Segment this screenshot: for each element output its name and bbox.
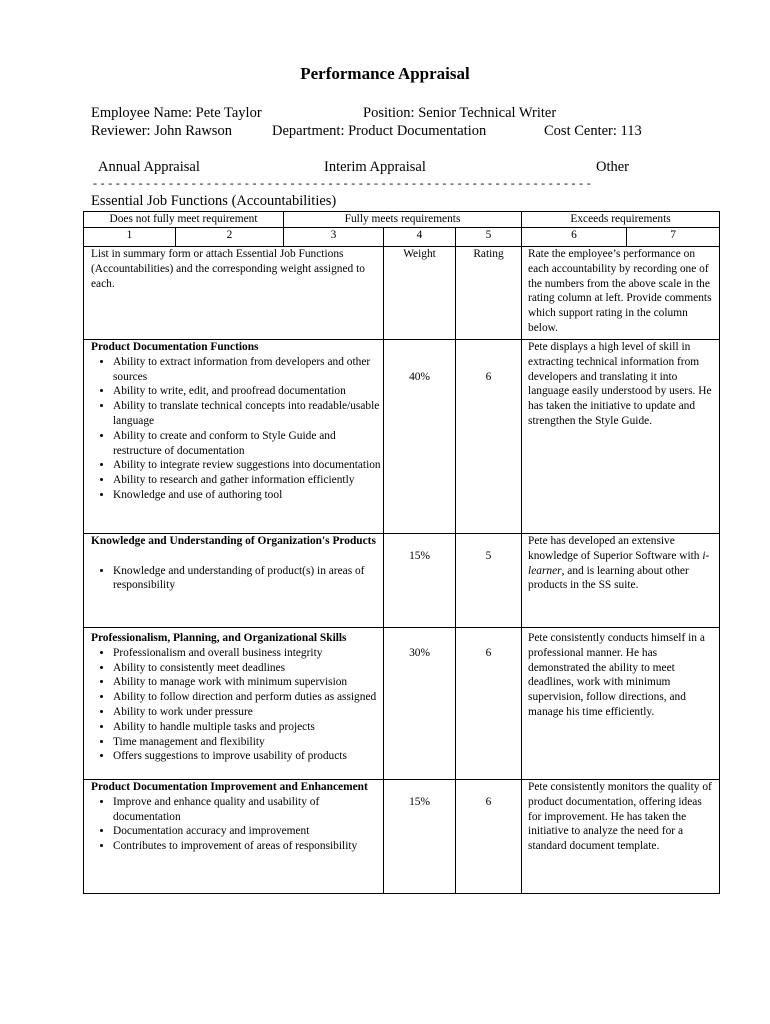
function-description bbox=[84, 780, 384, 894]
criteria-item: • Ability to work under pressure bbox=[113, 705, 383, 720]
function-rating: 6 bbox=[456, 780, 522, 894]
scale-number-1: 1 bbox=[84, 228, 176, 247]
dashed-divider: - - - - - - - - - - - - - - - - - - - - - - - - - - - - - - - - - - - - - - - - - - - - - - - - - - - - - - - - - - - - - - - - - - bbox=[93, 176, 592, 190]
scale-number-row bbox=[84, 228, 720, 247]
department: Department: Product Documentation bbox=[272, 123, 487, 139]
function-weight: 40% bbox=[384, 340, 456, 534]
band-meets: Fully meets requirements bbox=[284, 212, 522, 228]
function-criteria-list bbox=[91, 355, 383, 503]
instructions-row bbox=[84, 247, 720, 340]
rating-instructions: Rate the employee’s performance on each accountability by recording one of the numbers from the above scale in the rating column at left. Provide comments which support rating in the column below. bbox=[522, 247, 720, 340]
function-weight: 15% bbox=[384, 780, 456, 894]
scale-number-5: 5 bbox=[456, 228, 522, 247]
interim-appraisal-option[interactable]: Interim Appraisal bbox=[324, 159, 426, 175]
function-comment: Pete has developed an extensive knowledge of Superior Software with i-learner, and is learning about other products in the SS suite. bbox=[522, 534, 720, 628]
function-title: Professionalism, Planning, and Organizational Skills bbox=[91, 632, 347, 644]
criteria-item: • Ability to research and gather information efficiently bbox=[113, 473, 383, 488]
function-comment: Pete consistently conducts himself in a professional manner. He has demonstrated the ability to meet deadlines, work with minimum supervision, follow directions, and manage his time efficiently. bbox=[522, 628, 720, 780]
criteria-item: • Ability to follow direction and perform duties as assigned bbox=[113, 690, 383, 705]
function-comment: Pete consistently monitors the quality of product documentation, offering ideas for improvement. He has taken the initiative to analyze the need for a standard document template. bbox=[522, 780, 720, 894]
criteria-item: • Improve and enhance quality and usability of documentation bbox=[113, 795, 383, 825]
function-description bbox=[84, 340, 384, 534]
function-description bbox=[84, 534, 384, 628]
page-title: Performance Appraisal bbox=[300, 64, 470, 83]
function-row bbox=[84, 534, 720, 628]
cost-center: Cost Center: 113 bbox=[544, 123, 642, 139]
function-criteria-list bbox=[91, 646, 383, 764]
criteria-item: • Contributes to improvement of areas of responsibility bbox=[113, 839, 383, 854]
function-row bbox=[84, 780, 720, 894]
criteria-item: • Ability to translate technical concepts into readable/usable language bbox=[113, 399, 383, 429]
other-appraisal-option[interactable]: Other bbox=[596, 159, 630, 175]
function-row bbox=[84, 340, 720, 534]
function-comment: Pete displays a high level of skill in extracting technical information from developers and translating it into language easily understood by users. He has taken the initiative to update and strengthen the Style Guide. bbox=[522, 340, 720, 534]
scale-number-3: 3 bbox=[284, 228, 384, 247]
criteria-item: • Professionalism and overall business integrity bbox=[113, 646, 383, 661]
section-title: Essential Job Functions (Accountabilities) bbox=[91, 193, 337, 209]
function-rating: 6 bbox=[456, 340, 522, 534]
weight-header: Weight bbox=[384, 247, 456, 340]
function-weight: 15% bbox=[384, 534, 456, 628]
function-row bbox=[84, 628, 720, 780]
function-rating: 5 bbox=[456, 534, 522, 628]
criteria-item: • Knowledge and understanding of product(s) in areas of responsibility bbox=[113, 564, 383, 594]
function-title: Product Documentation Improvement and Enhancement bbox=[91, 781, 368, 793]
scale-band-row bbox=[84, 212, 720, 228]
criteria-item: • Knowledge and use of authoring tool bbox=[113, 488, 383, 503]
criteria-item: • Documentation accuracy and improvement bbox=[113, 824, 383, 839]
scale-number-2: 2 bbox=[176, 228, 284, 247]
criteria-item: • Ability to create and conform to Style Guide and restructure of documentation bbox=[113, 429, 383, 459]
criteria-item: • Ability to extract information from developers and other sources bbox=[113, 355, 383, 385]
annual-appraisal-option[interactable]: Annual Appraisal bbox=[98, 159, 200, 175]
scale-number-7: 7 bbox=[627, 228, 720, 247]
function-title: Knowledge and Understanding of Organization's Products bbox=[91, 535, 376, 547]
position: Position: Senior Technical Writer bbox=[363, 105, 557, 121]
function-criteria-list bbox=[91, 795, 383, 854]
function-title: Product Documentation Functions bbox=[91, 341, 259, 353]
function-rating: 6 bbox=[456, 628, 522, 780]
criteria-item: • Time management and flexibility bbox=[113, 735, 383, 750]
scale-number-6: 6 bbox=[522, 228, 627, 247]
employee-name: Employee Name: Pete Taylor bbox=[91, 105, 262, 121]
band-not-meet: Does not fully meet requirement bbox=[84, 212, 284, 228]
criteria-item: • Ability to handle multiple tasks and projects bbox=[113, 720, 383, 735]
reviewer: Reviewer: John Rawson bbox=[91, 123, 232, 139]
function-description bbox=[84, 628, 384, 780]
criteria-item: • Ability to write, edit, and proofread documentation bbox=[113, 384, 383, 399]
rating-header: Rating bbox=[456, 247, 522, 340]
band-exceeds: Exceeds requirements bbox=[522, 212, 720, 228]
function-criteria-list bbox=[91, 564, 383, 594]
scale-number-4: 4 bbox=[384, 228, 456, 247]
function-weight: 30% bbox=[384, 628, 456, 780]
instructions-text: List in summary form or attach Essential Job Functions (Accountabilities) and the corresponding weight assigned to each. bbox=[84, 247, 384, 340]
criteria-item: • Offers suggestions to improve usability of products bbox=[113, 749, 383, 764]
criteria-item: • Ability to integrate review suggestions into documentation bbox=[113, 458, 383, 473]
criteria-item: • Ability to consistently meet deadlines bbox=[113, 661, 383, 676]
accountabilities-table bbox=[83, 211, 720, 894]
criteria-item: • Ability to manage work with minimum supervision bbox=[113, 675, 383, 690]
